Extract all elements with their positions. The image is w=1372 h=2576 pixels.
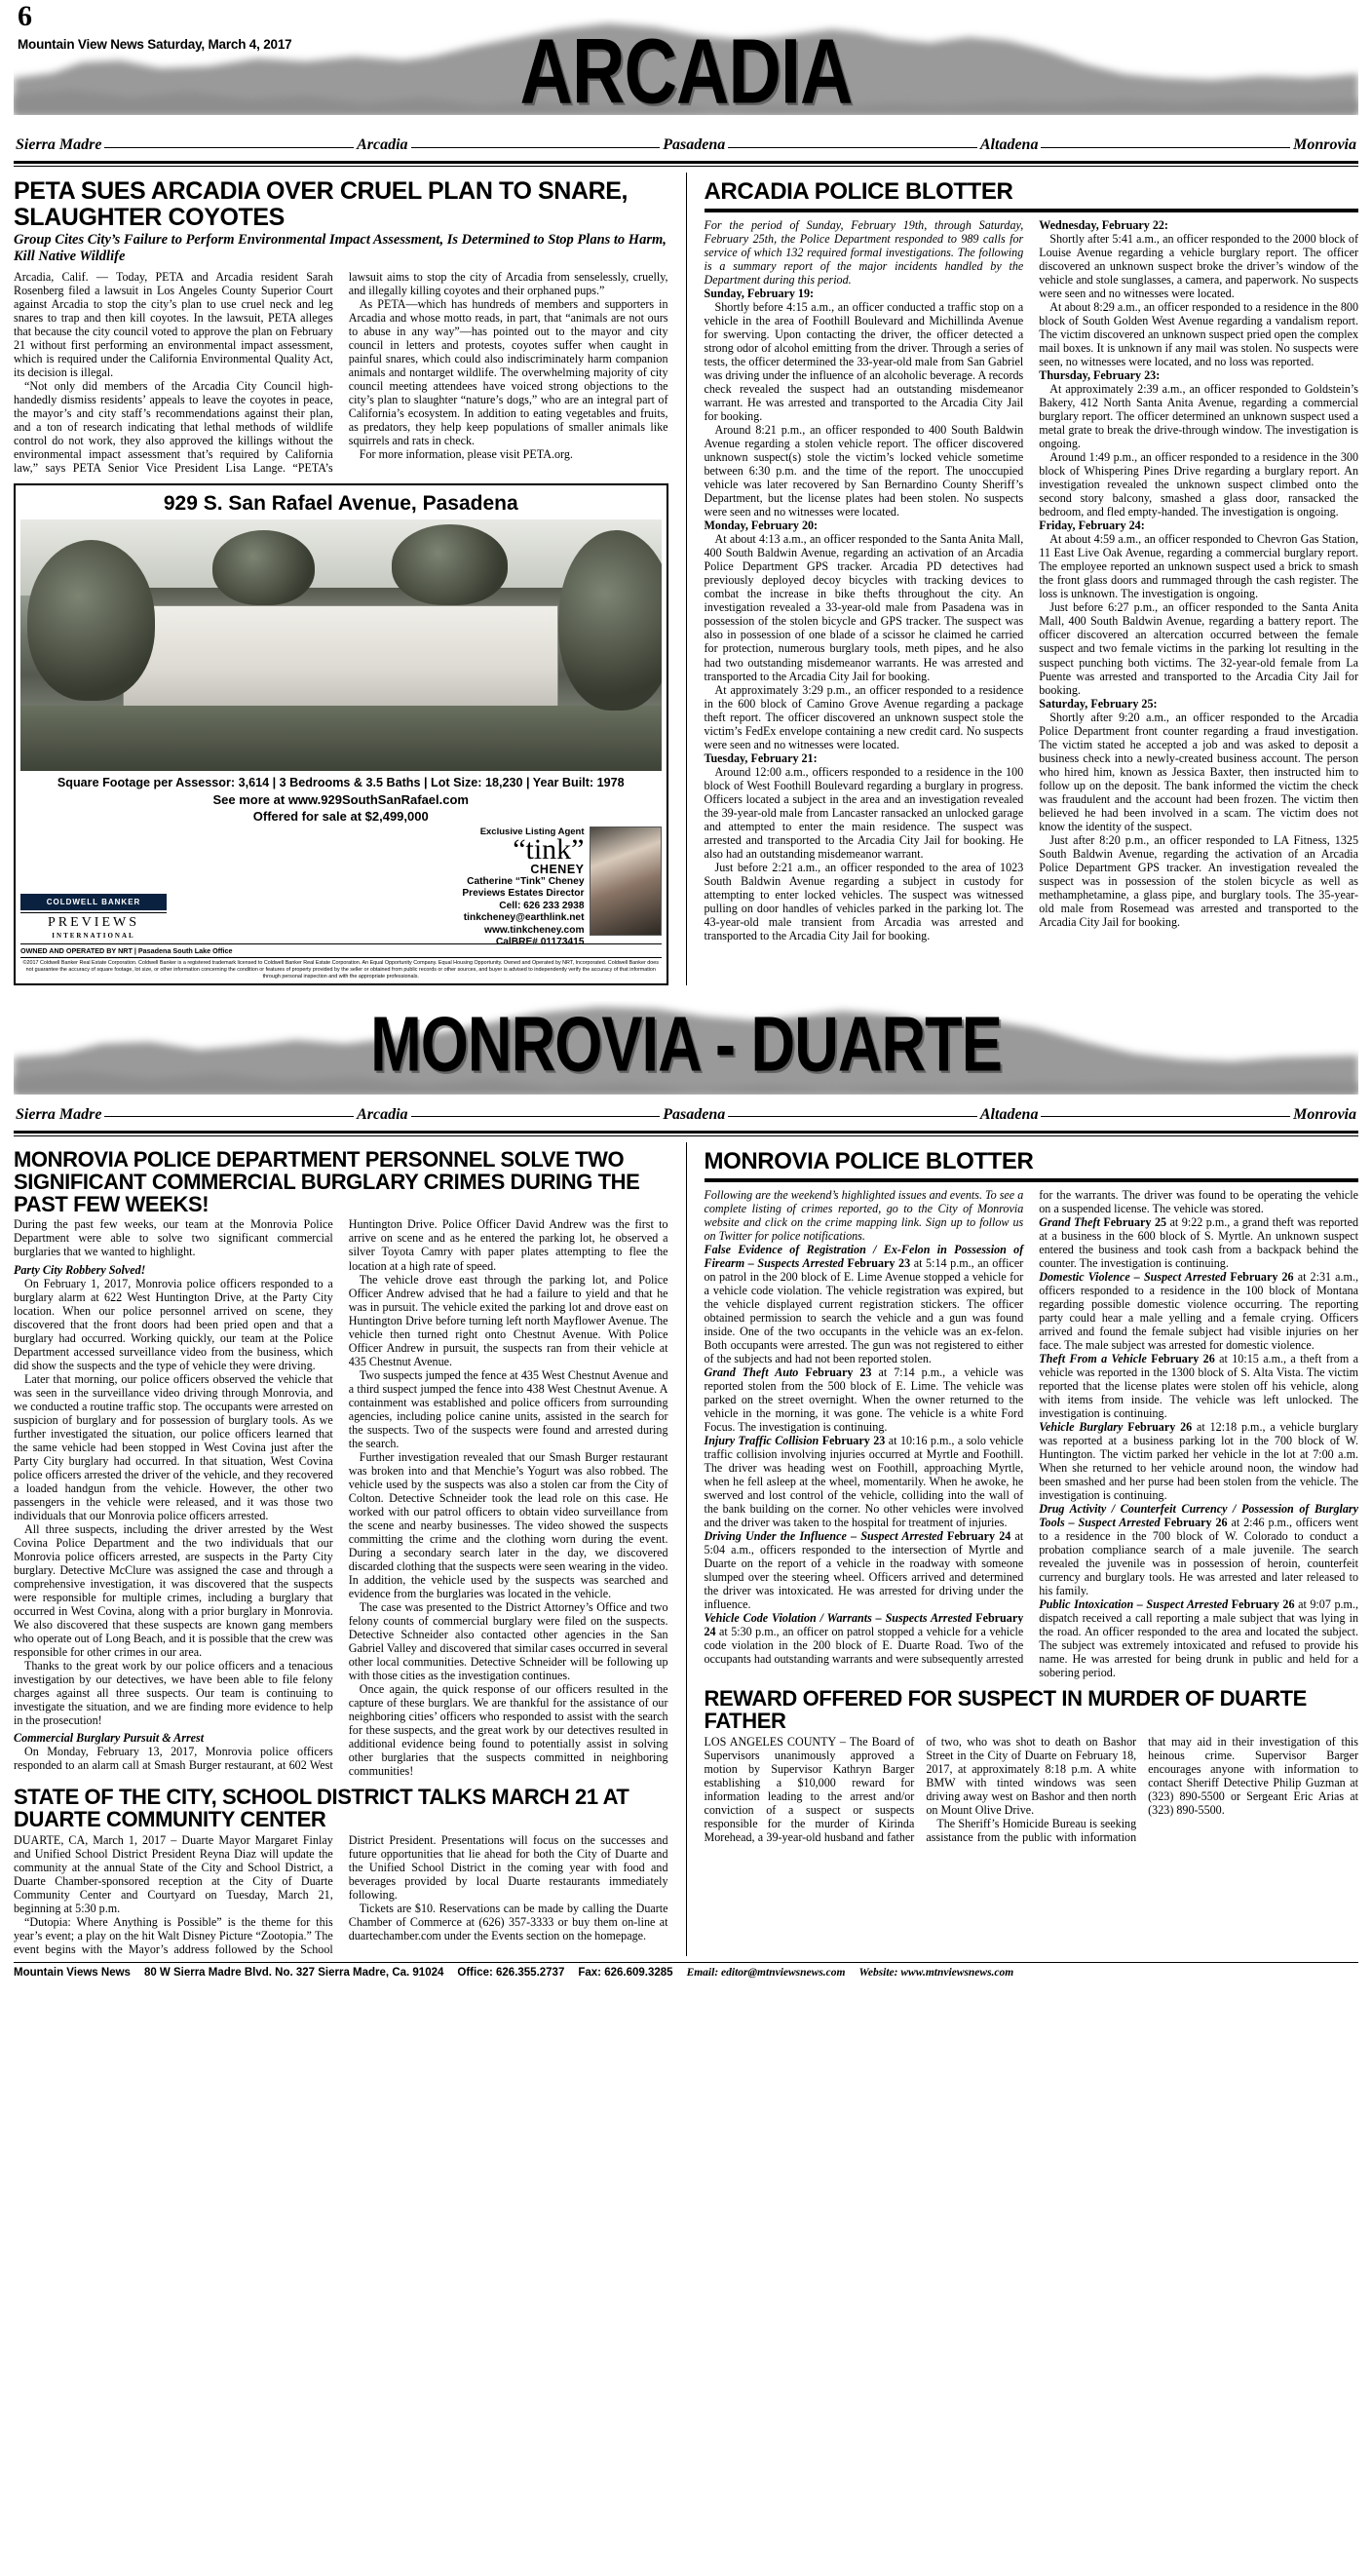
paragraph: LOS ANGELES COUNTY – The Board of Supervisors unanimously approved a motion by Supervisor Kathryn Barger establishing a $10,000 reward for information leading to the arrest and/or conviction of a suspect or suspects responsible for the murder of Kirinda Morehead, a 39-year-old husband and father of two, who was shot to death on Bashor Street in the City of Duarte on February 18, 2017, at approximately 8:18 p.m. A white BMW with tinted windows was seen driving away west on Bashor and then north on Mount Olive Drive. xyxy=(704,1734,1137,1844)
entry-text: at 12:18 p.m., a vehicle burglary was reported at a business parking lot in the 700 block of W. Huntington. The victim parked her vehicle in the lot at 7:00 a.m. When she returned to her vehicle around noon, the window had been smashed and her purse had been stolen from the vehicle. The investigation is continuing. xyxy=(1039,1419,1359,1502)
cb-previews-sub: INTERNATIONAL xyxy=(52,931,135,940)
divider-rule xyxy=(14,1131,1358,1134)
blotter-entry xyxy=(705,1529,1024,1611)
entry-text: at 5:30 p.m., an officer on patrol stopped a vehicle for a vehicle code violation in the 200 block of E. Duarte Road. Two of the occupants had outstanding warrants and were subsequently arrested for the warrants. The driver was found to be operating the vehicle on a suspended license. The vehicle was stored. xyxy=(704,1187,1358,1667)
agent-lastname: CHENEY xyxy=(530,862,585,876)
blotter-entry xyxy=(705,1365,1024,1434)
peta-body xyxy=(14,270,668,475)
coldwell-banker-logo xyxy=(20,894,167,941)
blotter-entry xyxy=(1039,1270,1358,1352)
peta-subheadline: Group Cites City’s Failure to Perform Environmental Impact Assessment, Is Determined to Stop Plans to Harm, Kill Native Wildlife xyxy=(14,232,667,264)
ad-price-line: Offered for sale at $2,499,000 xyxy=(252,809,429,825)
blotter-item: At about 4:59 a.m., an officer responded to Chevron Gas Station, 11 East Live Oak Avenue, regarding a commercial burglary report. The employee reported an unknown suspect used a brick to smash the front glass doors and rummaged through the cash register. The loss is unknown. The investigation is ongoing. xyxy=(1039,532,1358,601)
footer-email[interactable]: Email: editor@mtnviewsnews.com xyxy=(686,1966,846,1979)
agent-email[interactable]: tinkcheney@earthlink.net xyxy=(463,912,585,924)
strip-rule xyxy=(411,1116,661,1117)
top-section xyxy=(14,173,1358,985)
ad-property-photo xyxy=(20,519,662,771)
city-label: Monrovia xyxy=(1293,1105,1356,1123)
monrovia-blotter-column xyxy=(705,1142,1359,1956)
paragraph: Thanks to the great work by our police officers and a tenacious investigation by our detectives, we have been able to file felony charges against all three suspects. Our team is continuing to investigate the situation, and we are finding more evidence to help in the prosecution! xyxy=(14,1658,333,1728)
entry-text: at 2:31 a.m., officers responded to a residence in the 100 block of Montana regarding possible domestic violence occurring. The reporting party could hear a male yelling and a female crying. Officers arrived and found the female subject had visible injuries on her face. The male subject was arrested for domestic violence. xyxy=(1039,1269,1359,1352)
paragraph: Arcadia, Calif. — Today, PETA and Arcadia resident Sarah Rosenberg filed a lawsuit in Los Angeles County Superior Court against Arcadia to stop the city’s plan to use cruel neck and leg snares to trap and then kill coyotes. In the lawsuit, PETA alleges that because the city council voted to approve the plan on February 21 without first performing an environmental impact assessment, which is required under the California Environmental Quality Act, its decision is illegal. xyxy=(14,270,333,380)
masthead-art xyxy=(14,0,1358,115)
banner-title-monrovia-duarte: MONROVIA - DUARTE xyxy=(370,1001,1002,1088)
arcadia-blotter-body xyxy=(705,218,1359,942)
photo-tree xyxy=(392,524,507,605)
agent-card xyxy=(340,827,662,948)
paragraph: As PETA—which has hundreds of members and supporters in Arcadia and whose motto reads, in part, that “animals are not ours to abuse in any way”—has pointed out to the mayor and city council in letters and protests, coyotes suffer when caught in painful snares, which could also indiscriminately harm companion animals and nontarget wildlife. The overwhelming majority of city council meeting attendees have voiced strong objections to the city’s plan to slaughter “nature’s dogs,” who are an integral part of California’s ecosystem. In addition to eating vegetables and fruits, as predators, they help keep populations of smaller animals like squirrels and rats in check. xyxy=(348,297,668,448)
paragraph: Further investigation revealed that our Smash Burger restaurant was broken into and that Menchie’s Yogurt was also robbed. The vehicle used by the suspects was also a stolen car from the City of Colton. Detective Schneider took the lead role on this case. He worked with our patrol officers to obtain video surveillance from the scene and nearby businesses. The video showed the suspects committing the crime and the clothing worn during the event. During a secondary search later in the day, we discovered discarded clothing that the suspects were seen wearing in the video. In addition, the vehicle used by the suspects was searched and evidence from the burglaries was located in the vehicle. xyxy=(348,1449,668,1600)
ad-property-specs: Square Footage per Assessor: 3,614 | 3 Bedrooms & 3.5 Baths | Lot Size: 18,230 | Year Built: 1978 xyxy=(57,776,625,790)
paragraph: On Monday, February 13, 2017, Monrovia police officers responded to an alarm call at Smash Burger restaurant, at 602 West Huntington Drive. Police Officer David Andrew was the first to arrive on scene and as he entered the parking lot, he observed a silver Toyota Camry with paper plates attempting to flee the location at a high rate of speed. xyxy=(14,1217,668,1773)
paragraph: DUARTE, CA, March 1, 2017 – Duarte Mayor Margaret Finlay and Unified School District President Reyna Diaz will update the community at the annual State of the City and School District, a Duarte Chamber-sponsored reception at the City of Duarte Community Center and Courtyard on Tuesday, March 21, beginning at 5:30 p.m. xyxy=(14,1832,333,1915)
reward-body xyxy=(705,1735,1359,1844)
blotter-day-heading: Monday, February 20: xyxy=(704,519,819,533)
footer-website[interactable]: Website: www.mtnviewsnews.com xyxy=(858,1966,1014,1979)
entry-text: at 10:15 a.m., a theft from a vehicle was reported in the 1300 block of S. Alta Vista. The victim reported that the license plates were stolen off his vehicle, along with items from inside. The vehicle was left unlocked. The investigation is continuing. xyxy=(1039,1351,1358,1420)
agent-nickname: “tink” xyxy=(513,833,585,866)
real-estate-ad[interactable] xyxy=(14,483,668,984)
city-strip-top xyxy=(14,133,1358,158)
paragraph: Tickets are $10. Reservations can be made by calling the Duarte Chamber of Commerce at (626) 357-3333 or buy them on-line at duartechamber.com under the Events section on the homepage. xyxy=(348,1901,668,1942)
monrovia-blotter-title: MONROVIA POLICE BLOTTER xyxy=(704,1147,1034,1174)
strip-rule xyxy=(104,1116,354,1117)
paragraph: During the past few weeks, our team at the Monrovia Police Department were able to solve two significant commercial burglaries that we wanted to highlight. xyxy=(14,1217,333,1259)
entry-head: Vehicle Code Violation / Warrants – Suspects Arrested xyxy=(704,1611,972,1625)
entry-date: February 26 xyxy=(1127,1419,1193,1434)
entry-date: February 23 xyxy=(847,1255,911,1270)
entry-head: Grand Theft xyxy=(1039,1214,1100,1229)
blotter-item: Just before 2:21 a.m., an officer responded to the area of 1023 South Baldwin Avenue regarding a subject in custody for attempting to enter locked vehicles. The suspect was witnessed pulling on door handles of vehicles parked in the parking lot. The 43-year-old male transient from Arcadia was arrested and transported to the Arcadia City Jail for booking. xyxy=(704,860,1024,942)
blotter-item: At about 8:29 a.m., an officer responded to a residence in the 800 block of South Golden West Avenue regarding a vandalism report. The victim discovered an unknown suspect pried open the complex mail boxes. It is unknown if any mail was stolen. No suspects were seen, no witnesses were located, and no loss was reported. xyxy=(1039,300,1358,369)
city-label: Arcadia xyxy=(357,136,408,153)
agent-headshot xyxy=(590,827,662,936)
entry-head: Domestic Violence – Suspect Arrested xyxy=(1039,1269,1227,1284)
footer-masthead: Mountain Views News xyxy=(14,1966,131,1979)
cb-banner-bar: COLDWELL BANKER xyxy=(20,894,167,910)
blotter-item: At approximately 2:39 a.m., an officer responded to Goldstein’s Bakery, 412 North Santa Anita Avenue, regarding a commercial burglary report. The officer determined an unknown suspect used a metal grate to break the drive-through window. The investigation is ongoing. xyxy=(1039,382,1358,451)
reward-headline: REWARD OFFERED FOR SUSPECT IN MURDER OF DUARTE FATHER xyxy=(704,1686,1307,1734)
monrovia-pd-headline: MONROVIA POLICE DEPARTMENT PERSONNEL SOLVE TWO SIGNIFICANT COMMERCIAL BURGLARY CRIMES DURING THE PAST FEW WEEKS! xyxy=(14,1146,640,1217)
entry-head: Vehicle Burglary xyxy=(1039,1419,1124,1434)
agent-text-block xyxy=(462,827,584,948)
paragraph: Two suspects jumped the fence at 435 West Chestnut Avenue and a third suspect jumped the fence into 438 West Chestnut Avenue. A containment was established and police officers from surrounding agencies, including police canine units, assisted in the search for the suspects. Two of the suspects were found and arrested during the search. xyxy=(348,1367,668,1450)
strip-rule xyxy=(104,147,354,148)
entry-date: February 23 xyxy=(805,1365,872,1379)
entry-date: February 26 xyxy=(1231,1596,1295,1611)
blotter-day-heading: Sunday, February 19: xyxy=(704,287,815,301)
entry-text: at 7:14 p.m., a vehicle was reported stolen from the 500 block of E. Lime. The vehicle was parked on the street overnight. When the owner returned to the vehicle in the morning, it was gone. The vehicle is a white Ford Focus. The investigation is continuing. xyxy=(704,1365,1024,1434)
banner-title-arcadia: ARCADIA xyxy=(519,19,853,115)
blotter-day-heading: Wednesday, February 22: xyxy=(1039,218,1168,232)
paragraph: The vehicle drove east through the parking lot, and Police Officer Andrew advised that he had a failure to yield and that he was in pursuit. The vehicle exited the parking lot and drove east on Huntington Drive before turning left north Mayflower Avenue. The vehicle then turned right onto Chestnut Avenue. With Police Officer Andrew in pursuit, the suspects ran from their vehicle at 435 Chestnut Avenue. xyxy=(348,1272,668,1368)
entry-date: February 26 xyxy=(1230,1269,1294,1284)
footer-address: 80 W Sierra Madre Blvd. No. 327 Sierra Madre, Ca. 91024 xyxy=(143,1966,444,1979)
entry-text: at 9:22 p.m., a grand theft was reported at a business in the 600 block of S. Myrtle. An unknown suspect entered the business and took cash from a backpack behind the counter. The investigation is continuing. xyxy=(1039,1214,1359,1270)
ad-owned-operated-line: OWNED AND OPERATED BY NRT | Pasadena South Lake Office xyxy=(20,943,662,958)
section-head-rule xyxy=(705,1178,1359,1182)
blotter-entry xyxy=(1039,1597,1358,1679)
city-label: Sierra Madre xyxy=(16,136,102,153)
subhead: Commercial Burglary Pursuit & Arrest xyxy=(14,1731,205,1746)
agent-title: Previews Estates Director xyxy=(462,888,585,900)
ad-agent-block xyxy=(20,827,662,947)
bottom-masthead xyxy=(14,997,1358,1098)
blotter-item: At about 4:13 a.m., an officer responded to the Santa Anita Mall, 400 South Baldwin Avenue, regarding an activation of an Arcadia Police Department GPS tracker. Arcadia PD detectives had previously deployed decoy bicycles with tracking devices to combat the increase in bike thefts throughout the city. An investigation revealed a 33-year-old male from Pasadena was in possession of the stolen bicycle and GPS tracker. The suspect was also in possession of one blade of a scissor he claimed he carried for protection, numerous burglary tools, meth pipes, and he also had two outstanding misdemeanor warrants. He was arrested and transported to the Arcadia City Jail for booking. xyxy=(704,532,1024,683)
peta-column xyxy=(14,173,668,985)
strip-rule xyxy=(728,147,977,148)
blotter-item: Shortly after 5:41 a.m., an officer responded to the 2000 block of Louise Avenue regarding a vehicle burglary report. The officer discovered an unknown suspect broke the driver’s window of the vehicle and stole sunglasses, a camera, and paperwork. No suspects were seen and no witnesses were located. xyxy=(1039,232,1358,301)
blotter-entry xyxy=(705,1243,1024,1365)
city-label: Sierra Madre xyxy=(16,1105,102,1123)
monrovia-pd-column xyxy=(14,1142,668,1956)
divider-rule xyxy=(14,161,1358,164)
page-number: 6 xyxy=(18,0,32,32)
strip-rule xyxy=(1041,1116,1290,1117)
duarte-body xyxy=(14,1833,668,1956)
paragraph: “Not only did members of the Arcadia City Council high-handedly dismiss residents’ appeals to leave the coyotes in peace, the mayor’s and city staff’s recommendations against their plan, and a ton of research indicating that lethal methods of wildlife control do not work, they also approved the killings without the environmental impact assessment that’s required by California law,” says PETA Senior Vice President Lisa Lange. “PETA’s lawsuit aims to stop the city of Arcadia from senselessly, cruelly, and illegally killing coyotes and their orphaned pups.” xyxy=(14,270,668,476)
entry-date: February 26 xyxy=(1163,1515,1228,1529)
blotter-item: Just before 6:27 p.m., an officer responded to the Santa Anita Mall, 400 South Baldwin Avenue, regarding a battery report. The officer discovered an altercation occurred between the female suspect and two female victims in the parking lot resulting in the suspect punching both victims. The 32-year-old female from La Puente was arrested and transported to the Arcadia City Jail for booking. xyxy=(1039,600,1358,697)
monrovia-blotter-body xyxy=(705,1188,1359,1680)
blotter-item: At approximately 3:29 p.m., an officer responded to a residence in the 600 block of Camino Grove Avenue regarding a package theft report. The officer discovered an unknown suspect stole the victim’s FedEx envelope containing a new credit card. No suspects were seen and no witnesses were located. xyxy=(704,682,1024,751)
entry-text: at 2:46 p.m., officers went to a residence in the 700 block of W. Colorado to conduct a probation compliance search of a male juvenile. The search revealed the juvenile was in possession of heroin, counterfeit currency and burglary tools. He was arrested and later released to his family. xyxy=(1039,1515,1359,1597)
arcadia-blotter-column xyxy=(705,173,1359,985)
dateline: Mountain View News Saturday, March 4, 2017 xyxy=(18,37,292,52)
entry-date: February 25 xyxy=(1103,1214,1167,1229)
divider-rule xyxy=(14,1135,1358,1136)
blotter-item: Around 12:00 a.m., officers responded to a residence in the 100 block of West Foothill Boulevard regarding a burglary in progress. Officers located a subject in the area and an investigation revealed the 39-year-old male from Lancaster ransacked an unlocked garage and attempted to enter the main residence. The suspect was arrested and transported to the Arcadia City Jail for booking. He also had an outstanding misdemeanor warrant. xyxy=(704,764,1024,861)
strip-rule xyxy=(411,147,661,148)
paragraph: The Sheriff’s Homicide Bureau is seeking assistance from the public with information that may aid in their investigation of this heinous crime. Supervisor Barger encourages anyone with information to contact Sheriff Detective Philip Guzman at (323) 890-5500 or Sergeant Eric Arias at (323) 890-5500. xyxy=(926,1734,1358,1844)
paragraph: For more information, please visit PETA.org. xyxy=(359,447,573,462)
entry-text: at 10:16 p.m., a solo vehicle traffic collision involving injuries occurred at Myrtle and Foothill. The driver was heading west on Foothill, approaching Myrtle, when he fell asleep at the wheel, momentarily. When he awoke, he swerved and lost control of the vehicle, colliding into the wall of the bank building on the corner. No other vehicles were involved and the driver was taken to the hospital for treatment of injuries. xyxy=(704,1433,1024,1529)
entry-date: February 24 xyxy=(946,1528,1011,1543)
city-label: Monrovia xyxy=(1293,136,1356,153)
city-label: Pasadena xyxy=(663,1105,726,1123)
photo-lawn xyxy=(20,706,662,771)
column-divider xyxy=(686,173,687,985)
blotter-item: Around 1:49 p.m., an officer responded to a residence in the 300 block of Whispering Pines Drive regarding a burglary report. An investigation revealed the unknown suspect climbed onto the second story balcony, smashed a glass door, ransacked the bedroom, and fled empty-handed. The investigation is ongoing. xyxy=(1039,450,1358,519)
cb-previews-word: PREVIEWS xyxy=(20,912,167,931)
entry-text: at 5:14 p.m., an officer on patrol in the 200 block of E. Lime Avenue stopped a vehicle for a vehicle code violation. The vehicle registration was expired, but the vehicle displayed current registration stickers. The officer obtained permission to search the vehicle and a gun was found inside. One of the two occupants in the vehicle was an ex-felon. Both occupants were arrested. The gun was not registered to either of the subjects and had not been reported stolen. xyxy=(704,1255,1024,1365)
entry-head: Injury Traffic Collision xyxy=(704,1433,819,1447)
duarte-headline: STATE OF THE CITY, SCHOOL DISTRICT TALKS MARCH 21 AT DUARTE COMMUNITY CENTER xyxy=(14,1785,629,1832)
arcadia-blotter-title: ARCADIA POLICE BLOTTER xyxy=(704,178,1013,205)
entry-head: Driving Under the Influence – Suspect Arrested xyxy=(704,1528,943,1543)
photo-house xyxy=(123,605,558,721)
peta-headline: PETA SUES ARCADIA OVER CRUEL PLAN TO SNARE, SLAUGHTER COYOTES xyxy=(14,177,629,231)
column-divider xyxy=(686,1142,687,1956)
footer-office: Office: 626.355.2737 xyxy=(457,1966,565,1979)
photo-tree xyxy=(212,530,315,605)
blotter-day-heading: Saturday, February 25: xyxy=(1039,696,1158,711)
blotter-entry xyxy=(705,1434,1024,1529)
blotter-day-heading: Thursday, February 23: xyxy=(1039,368,1161,383)
monrovia-pd-body xyxy=(14,1217,668,1778)
top-masthead xyxy=(14,0,1358,129)
paragraph: “Dutopia: Where Anything is Possible” is the theme for this year’s event; a play on the hit Walt Disney Picture “Zootopia.” The event begins with the Mayor’s address followed by the School District President. Presentations will focus on the successes and future opportunities that lie ahead for both the City of Duarte and the Unified School District in the coming year with food and beverages provided by local Duarte restaurants immediately following. xyxy=(14,1832,668,1956)
city-label: Arcadia xyxy=(357,1105,408,1123)
ad-legal-disclaimer: ©2017 Coldwell Banker Real Estate Corporation. Coldwell Banker is a registered trademark licensed to Coldwell Banker Real Estate Corporation. An Equal Opportunity Company. Equal Housing Opportunity. Owned and Operated by NRT, Incorporated. Coldwell Banker does not guarantee the accuracy of square footage, lot size, or other information concerning the condition or features of property provided by the seller or obtained from public records or other sources, and buyer is advised to independently verify the accuracy of that information through personal inspection and with the appropriate professionals. xyxy=(22,960,659,980)
blotter-item: Shortly before 4:15 a.m., an officer conducted a traffic stop on a vehicle in the area of Foothill Boulevard and Michillinda Avenue for swerving. Upon contacting the driver, the officer detected a strong odor of alcohol emitting from the driver. Through a series of tests, the officer determined the 33-year-old male from San Gabriel was driving under the influence of an alcoholic beverage. A records check revealed the suspect had an outstanding misdemeanor warrant. He was arrested and transported to the Arcadia City Jail for booking. xyxy=(704,300,1024,424)
paragraph: The case was presented to the District Attorney’s Office and two felony counts of commercial burglary were filed on the suspects. Detective Schneider also contacted other agencies in the San Gabriel Valley and discovered that similar cases occurred in several other local communities. Detective Schneider will be following up with those cities as the investigation continues. xyxy=(348,1599,668,1682)
city-strip-bottom xyxy=(14,1102,1358,1128)
entry-date: February 26 xyxy=(1151,1351,1215,1365)
blotter-entry xyxy=(1039,1420,1358,1502)
city-label: Altadena xyxy=(979,136,1039,153)
paragraph: On February 1, 2017, Monrovia police officers responded to a burglary alarm at 622 West Huntington Drive, at the Party City location. When our police personnel arrived on scene, they discovered that the front doors had been pried open and that a burglary had occurred. Working quickly, our team at the Police Department accessed surveillance video from the business, which did show the suspects and the type of vehicle they were driving. xyxy=(14,1276,333,1372)
bottom-section xyxy=(14,1142,1358,1956)
blotter-entry xyxy=(1039,1352,1358,1420)
blotter-intro: For the period of Sunday, February 19th, through Saturday, February 25th, the Police Department responded to 989 calls for service of which 132 required formal investigations. The following is a summary report of the major incidents handled by the Department during this period. xyxy=(704,218,1024,288)
strip-rule xyxy=(1041,147,1290,148)
divider-rule xyxy=(14,166,1358,167)
city-label: Pasadena xyxy=(663,136,726,153)
agent-license: CalBRE# 01173415 xyxy=(495,936,585,947)
blotter-entry xyxy=(1039,1502,1358,1597)
photo-tree xyxy=(558,530,661,711)
paragraph: Later that morning, our police officers observed the vehicle that was seen in the surveillance video driving through Monrovia, and we conducted a routine traffic stop. The occupants were arrested on suspicion of burglary and for possession of burglary tools. As we further investigated the situation, our police officers learned that the same vehicle had been stopped in West Covina just after the Party City burglary had occurred. In that situation, West Covina police officers arrested the driver of the vehicle, and they recovered a loaded handgun from the vehicle. However, the other two passengers in the vehicle were released, and it was those two individuals that our Monrovia police officers arrested. xyxy=(14,1371,333,1522)
blotter-item: Around 8:21 p.m., an officer responded to 400 South Baldwin Avenue regarding a stolen vehicle report. The officer discovered unknown suspect(s) stole the victim’s locked vehicle sometime between 6:30 p.m. and the time of the report. The unoccupied vehicle was later recovered by San Bernardino County Sheriff’s Department, but the license plates had been stolen. No suspects were seen and no witnesses were located. xyxy=(704,423,1024,519)
blotter-item: Shortly after 9:20 a.m., an officer responded to the Arcadia Police Department front counter regarding a fraud investigation. The victim stated he accepted a job and was asked to deposit a business check into a newly-created business account. The person who hired him, known as Jessica Baxter, then instructed him to follow up on the deposit. The bank informed the victim the check was fraudulent and the account had been frozen. The victim then believed he had been involved in a scam. The victim does not know the identity of the suspect. xyxy=(1039,710,1358,833)
blotter-item: Just after 8:20 p.m., an officer responded to LA Fitness, 1325 South Baldwin Avenue, regarding the activation of an Arcadia Police Department GPS tracker. An investigation revealed the suspect was in possession of the stolen bicycle as well as methamphetamine, a glass pipe, and burglary tools. The 35-year-old male from Rosemead was arrested and transported to the Arcadia City Jail for booking. xyxy=(1039,832,1358,929)
agent-cell: Cell: 626 233 2938 xyxy=(499,900,585,911)
agent-fullname: Catherine “Tink” Cheney xyxy=(467,875,585,887)
section-head-rule xyxy=(705,209,1359,212)
agent-exclusive-label: Exclusive Listing Agent xyxy=(479,827,585,838)
photo-tree xyxy=(27,540,156,701)
page-footer xyxy=(14,1962,1358,1979)
city-label: Altadena xyxy=(979,1105,1039,1123)
paragraph: All three suspects, including the driver arrested by the West Covina Police Department and the two individuals that our Monrovia police officers arrested, are suspects in the Party City burglary. Detective McClure was assigned the case and through a comprehensive investigation, it was discovered that the suspects were responsible for multiple crimes, including a burglary that occurred in West Covina, along with a prior burglary in Monrovia. We also discovered that these suspects are known gang members who operate out of Long Beach, and it is possible that the crew was responsible for other crimes in our area. xyxy=(14,1521,333,1659)
ad-website-line[interactable]: See more at www.929SouthSanRafael.com xyxy=(212,792,469,808)
entry-text: at 9:07 p.m., dispatch received a call reporting a male subject that was lying in the road. An officer responded to the area and located the subject. The subject was extremely intoxicated and refused to provide his name. He was arrested for being drunk in public and held for a sobering period. xyxy=(1039,1596,1358,1680)
blotter-intro: Following are the weekend’s highlighted issues and events. To see a complete listing of crimes reported, go to the City of Monrovia website and click on the crime mapping link. Sign up to follow us on Twitter for police notifications. xyxy=(704,1187,1024,1243)
blotter-day-heading: Friday, February 24: xyxy=(1039,519,1145,533)
entry-text: at 5:04 a.m., officers responded to the intersection of Myrtle and Duarte on the report of a vehicle in the roadway with someone slumped over the steering wheel. Officers arrived and determined the driver was intoxicated. He was arrested for driving under the influence. xyxy=(704,1528,1024,1611)
footer-fax: Fax: 626.609.3285 xyxy=(578,1966,673,1979)
strip-rule xyxy=(728,1116,977,1117)
entry-head: Theft From a Vehicle xyxy=(1039,1351,1147,1365)
entry-head: Grand Theft Auto xyxy=(704,1365,799,1379)
entry-date: February 23 xyxy=(821,1433,886,1447)
subhead: Party City Robbery Solved! xyxy=(14,1262,146,1277)
blotter-entry xyxy=(1039,1215,1358,1270)
entry-date: February 24 xyxy=(704,1611,1024,1639)
agent-website[interactable]: www.tinkcheney.com xyxy=(484,924,585,936)
ad-address-title: 929 S. San Rafael Avenue, Pasadena xyxy=(163,492,518,516)
blotter-day-heading: Tuesday, February 21: xyxy=(704,750,818,765)
entry-head: False Evidence of Registration / Ex-Felon in Possession of Firearm – Suspects Arrested xyxy=(704,1242,1024,1270)
entry-head: Drug Activity / Counterfeit Currency / Possession of Burglary Tools – Suspect Arrested xyxy=(1039,1501,1358,1529)
entry-head: Public Intoxication – Suspect Arrested xyxy=(1039,1596,1229,1611)
paragraph: Once again, the quick response of our officers resulted in the capture of these burglars. We are thankful for the assistance of our neighboring cities’ officers who responded to assist with the search for these suspects, and the great work by our detectives resulted in additional evidence being found to potentially assist in solving other burglaries that the suspects committed in neighboring communities! xyxy=(348,1681,668,1779)
